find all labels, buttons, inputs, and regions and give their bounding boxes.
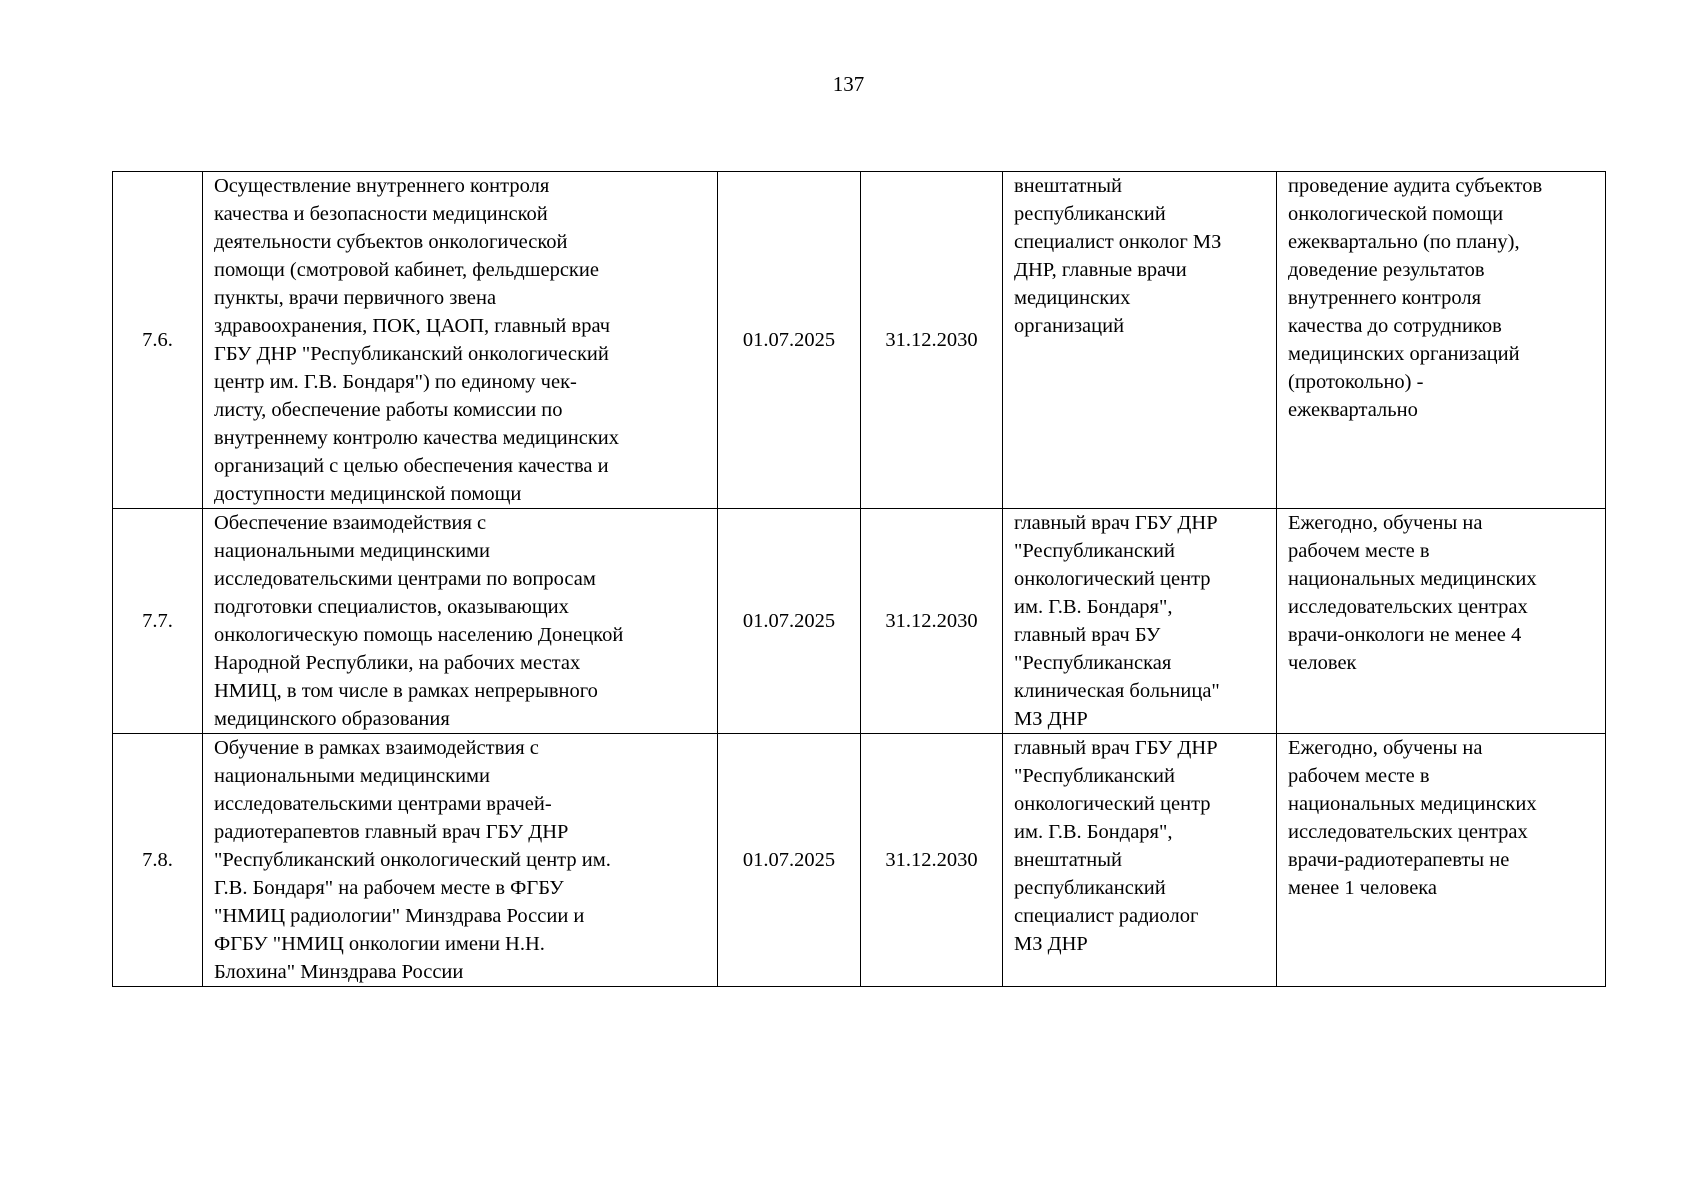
expected-result-text: Ежегодно, обучены на рабочем месте в национальных медицинских исследовательских центрах врачи-онкологи не менее 4 человек	[1288, 512, 1537, 674]
start-date: 01.07.2025	[718, 172, 861, 509]
start-date: 01.07.2025	[718, 734, 861, 987]
measure-description-text: Обеспечение взаимодействия с национальными медицинскими исследовательскими центрами по вопросам подготовки специалистов, оказывающих онкологическую помощь населению Донецкой Народной Республики, на рабочих местах НМИЦ, в том числе в рамках непрерывного медицинского образования	[214, 512, 624, 730]
table-row	[113, 734, 1606, 987]
plan-table	[112, 171, 1606, 987]
end-date: 31.12.2030	[861, 172, 1003, 509]
responsible-persons	[1003, 172, 1277, 509]
measure-description-text: Осуществление внутреннего контроля качества и безопасности медицинской деятельности субъектов онкологической помощи (смотровой кабинет, фельдшерские пункты, врачи первичного звена здравоохранения, ПОК, ЦАОП, главный врач ГБУ ДНР "Республиканский онкологический центр им. Г.В. Бондаря") по единому чек- листу, обеспечение работы комиссии по внутреннему контролю качества медицинских организаций с целью обеспечения качества и доступности медицинской помощи	[214, 175, 620, 505]
item-number: 7.6.	[113, 172, 203, 509]
end-date: 31.12.2030	[861, 509, 1003, 734]
expected-result-text: проведение аудита субъектов онкологической помощи ежеквартально (по плану), доведение результатов внутреннего контроля качества до сотрудников медицинских организаций (протокольно) - ежеквартально	[1288, 175, 1543, 421]
responsible-persons-text: главный врач ГБУ ДНР "Республиканский онкологический центр им. Г.В. Бондаря", главный врач БУ "Республиканская клиническая больница" МЗ ДНР	[1014, 512, 1220, 730]
responsible-persons	[1003, 509, 1277, 734]
measure-description	[203, 172, 718, 509]
expected-result	[1277, 734, 1606, 987]
expected-result-text: Ежегодно, обучены на рабочем месте в национальных медицинских исследовательских центрах врачи-радиотерапевты не менее 1 человека	[1288, 737, 1537, 899]
expected-result	[1277, 509, 1606, 734]
table-row	[113, 172, 1606, 509]
end-date: 31.12.2030	[861, 734, 1003, 987]
item-number: 7.8.	[113, 734, 203, 987]
measure-description	[203, 509, 718, 734]
responsible-persons-text: внештатный республиканский специалист онколог МЗ ДНР, главные врачи медицинских организаций	[1014, 175, 1222, 337]
responsible-persons-text: главный врач ГБУ ДНР "Республиканский онкологический центр им. Г.В. Бондаря", внештатный республиканский специалист радиолог МЗ ДНР	[1014, 737, 1218, 955]
page-number: 137	[832, 72, 865, 96]
start-date: 01.07.2025	[718, 509, 861, 734]
item-number: 7.7.	[113, 509, 203, 734]
table-row	[113, 509, 1606, 734]
expected-result	[1277, 172, 1606, 509]
responsible-persons	[1003, 734, 1277, 987]
measure-description	[203, 734, 718, 987]
measure-description-text: Обучение в рамках взаимодействия с национальными медицинскими исследовательскими центрами врачей- радиотерапевтов главный врач ГБУ ДНР "Республиканский онкологический центр им. Г.В. Бондаря" на рабочем месте в ФГБУ "НМИЦ радиологии" Минздрава России и ФГБУ "НМИЦ онкологии имени Н.Н. Блохина" Минздрава России	[214, 737, 611, 983]
